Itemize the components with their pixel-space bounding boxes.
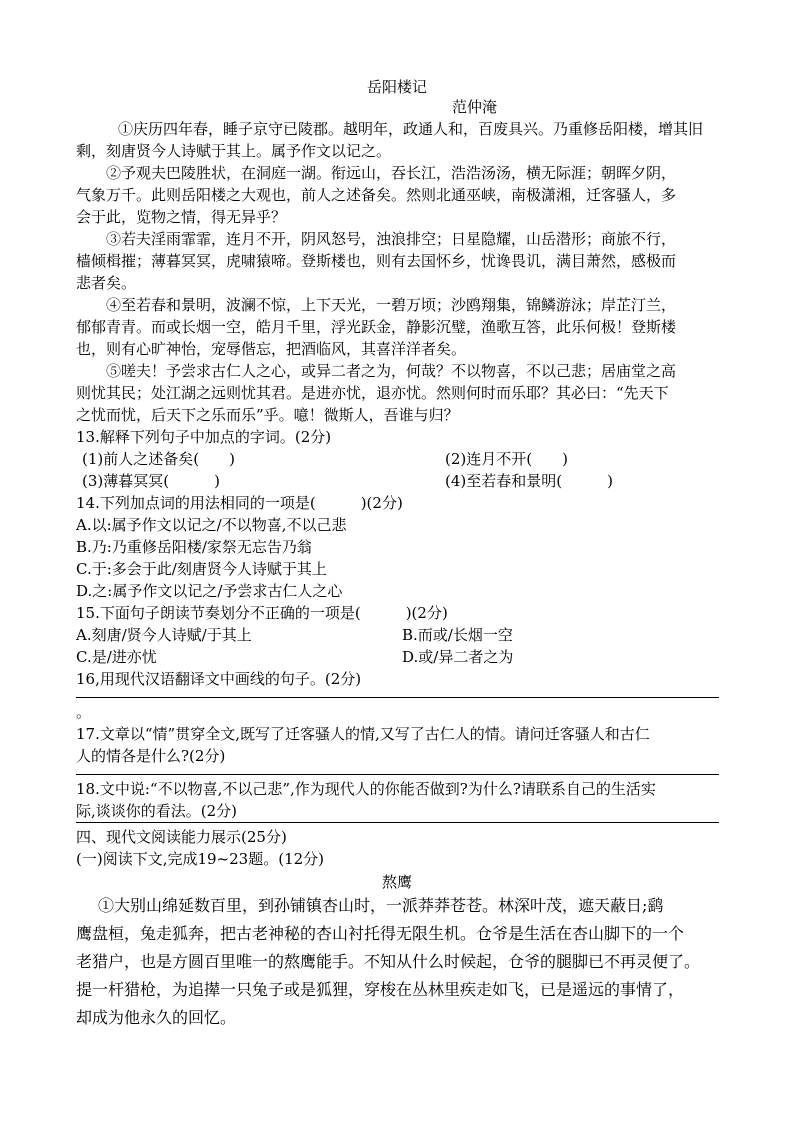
- article-author: 范仲淹: [452, 98, 498, 116]
- paragraph-line: 也，则有心旷神怡，宠辱偕忘，把酒临风，其喜洋洋者矣。: [76, 340, 467, 358]
- section-subheading: (一)阅读下文,完成19~23题。(12分): [76, 850, 325, 868]
- paragraph-line: ④至若春和景明，波澜不惊，上下天光，一碧万顷；沙鸥翔集，锦鳞游泳；岸芷汀兰，: [106, 296, 677, 314]
- paragraph-line: 剩，刻唐贤今人诗赋于其上。属予作文以记之。: [76, 142, 392, 160]
- question-15-stem: 15.下面句子朗读节奏划分不正确的一项是( )(2分): [76, 604, 448, 622]
- question-13-item: (4)至若春和景明( ): [445, 472, 613, 490]
- paragraph-line: 会于此，览物之情，得无异乎？: [76, 208, 287, 226]
- paragraph-line: ②予观夫巴陵胜状，在洞庭一湖。衔远山，吞长江，浩浩汤汤，横无际涯；朝晖夕阴，: [106, 164, 677, 182]
- paragraph-line: 悲者矣。: [76, 274, 137, 292]
- paragraph-line: ③若夫淫雨霏霏，连月不开，阴风怒号，浊浪排空；日星隐耀，山岳潜形；商旅不行，: [106, 230, 677, 248]
- question-13-item: (1)前人之述备矣( ): [82, 450, 235, 468]
- question-14-option: A.以:属予作文以记之/不以物喜,不以己悲: [76, 516, 347, 534]
- question-15-option: C.是/进亦忧: [76, 648, 157, 666]
- paragraph-line: ①庆历四年春，睡子京守已陵郡。越明年，政通人和，百废具兴。乃重修岳阳楼，增其旧: [118, 120, 704, 138]
- paragraph-line: 却成为他永久的回忆。: [76, 1008, 237, 1027]
- question-15-option: D.或/异二者之为: [402, 648, 514, 666]
- question-13-item: (3)薄暮冥冥( ): [82, 472, 220, 490]
- paragraph-line: 提一杆猎枪，为追撵一只兔子或是狐狸，穿梭在丛林里疾走如飞，已是遥远的事情了，: [76, 980, 685, 999]
- question-17-line: 17.文章以“情”贯穿全文,既写了迁客骚人的情,又写了古仁人的情。请问迁客骚人和古仁: [76, 725, 650, 743]
- question-15-option: A.刻唐/贤今人诗赋/于其上: [76, 626, 252, 644]
- question-18-line: 际,谈谈你的看法。(2分): [76, 802, 238, 820]
- paragraph-line: 郁郁青青。而或长烟一空，皓月千里，浮光跃金，静影沉璧，渔歌互答，此乐何极！登斯楼: [76, 318, 677, 336]
- question-14-option: D.之:属予作文以记之/予尝求古仁人之心: [76, 582, 343, 600]
- question-16-stem: 16,用现代汉语翻译文中画线的句子。(2分): [76, 670, 362, 688]
- question-14-option: B.乃:乃重修岳阳楼/家祭无忘告乃翁: [76, 538, 312, 556]
- paragraph-line: 气象万千。此则岳阳楼之大观也，前人之述备矣。然则北通巫峡，南极潇湘，迁客骚人，多: [76, 186, 677, 204]
- question-14-option: C.于:多会于此/刻唐贤今人诗赋于其上: [76, 560, 327, 578]
- paragraph-line: 之忧而忧，后天下之乐而乐”乎。噫！微斯人，吾谁与归？: [76, 406, 459, 424]
- question-14-stem: 14.下列加点词的用法相同的一项是( )(2分): [76, 494, 403, 512]
- section-heading: 四、现代文阅读能力展示(25分): [76, 828, 287, 846]
- article-title: 岳阳楼记: [366, 78, 427, 96]
- paragraph-line: 则忧其民；处江湖之远则忧其君。是进亦忧，退亦忧。然则何时而乐耶？其必曰：“先天下: [76, 384, 669, 402]
- question-13-item: (2)连月不开( ): [445, 450, 568, 468]
- answer-line: [76, 822, 719, 823]
- answer-line: [76, 697, 719, 698]
- paragraph-line: ⑤嗟夫！予尝求古仁人之心，或异二者之为，何哉？不以物喜，不以己悲；居庙堂之高: [106, 362, 677, 380]
- question-18-line: 18.文中说:“不以物喜,不以己悲”,作为现代人的你能否做到?为什么?请联系自己的生活实: [76, 780, 656, 798]
- question-15-option: B.而或/长烟一空: [402, 626, 513, 644]
- question-17-line: 人的情各是什么?(2分): [76, 747, 226, 765]
- question-13-stem: 13.解释下列句子中加点的字词。(2分): [76, 428, 332, 446]
- paragraph-line: ①大别山绵延数百里，到孙铺镇杏山时，一派莽莽苍苍。林深叶茂，遮天蔽日;鹞: [98, 896, 664, 915]
- paragraph-line: 樯倾楫摧；薄暮冥冥，虎啸猿啼。登斯楼也，则有去国怀乡，忧谗畏讥，满目萧然，感极而: [76, 252, 677, 270]
- question-16-tail: 。: [76, 703, 92, 721]
- article-title: 熬鹰: [381, 873, 412, 891]
- paragraph-line: 鹰盘桓，兔走狐奔，把古老神秘的杏山衬托得无限生机。仓爷是生活在杏山脚下的一个: [76, 924, 685, 943]
- answer-line: [76, 774, 719, 775]
- paragraph-line: 老猎户，也是方圆百里唯一的熬鹰能手。不知从什么时候起，仓爷的腿脚已不再灵便了。: [76, 952, 701, 971]
